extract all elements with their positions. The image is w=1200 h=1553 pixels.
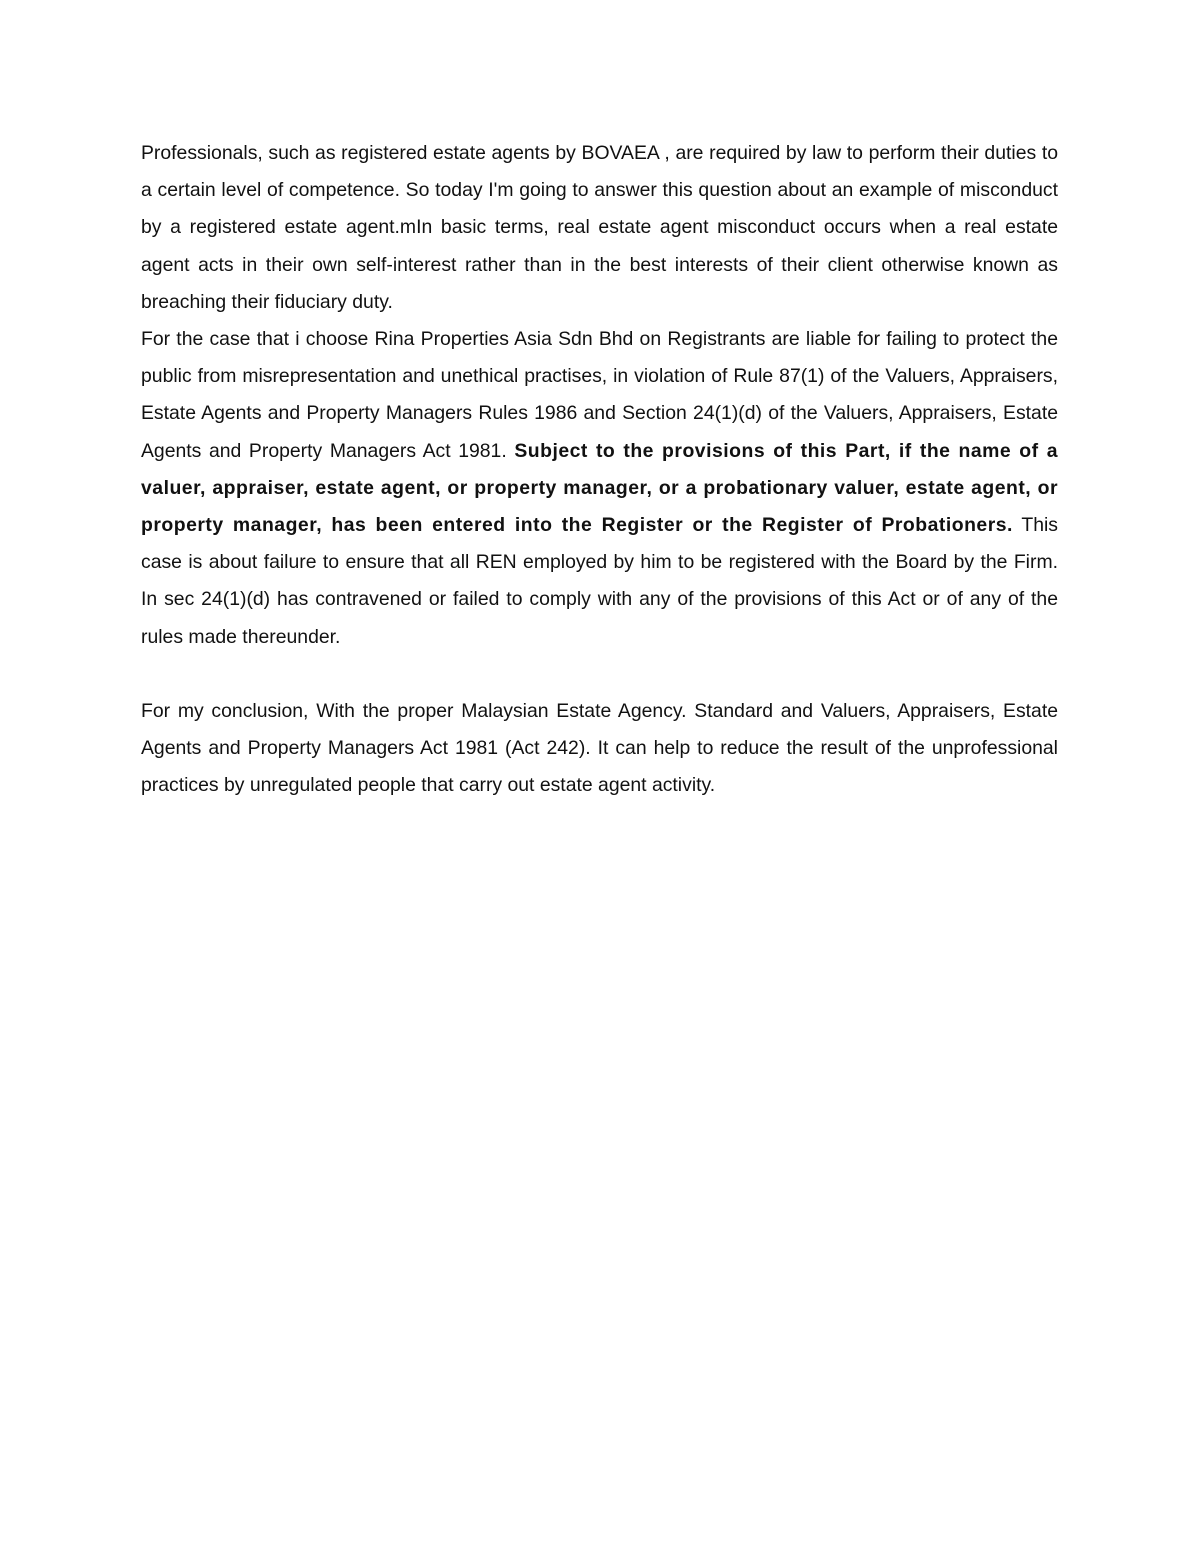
case-text-after-bold: This case is about failure to ensure that all REN employed by him to be registered with the Board by the Firm. In sec 24(1)(d) has contravened or failed to comply with any of the provisions of this Act or of any of the rules made thereunder. xyxy=(141,514,1058,648)
paragraph-case xyxy=(141,321,1058,656)
case-text-before-bold: For the case that i choose Rina Properties Asia Sdn Bhd on Registrants are liable for failing to protect the public from misrepresentation and unethical practises, in violation of Rule 87(1) of the Valuers, Appraisers, Estate Agents and Property Managers Rules 1986 and Section 24(1)(d) of the Valuers, Appraisers, Estate Agents and Property Managers Act 1981. xyxy=(141,328,1058,462)
document-body xyxy=(141,135,1058,805)
paragraph-conclusion: For my conclusion, With the proper Malaysian Estate Agency. Standard and Valuers, Appraisers, Estate Agents and Property Managers Act 1981 (Act 242). It can help to reduce the result of the unprofessional practices by unregulated people that carry out estate agent activity. xyxy=(141,700,1058,797)
case-bold-quote: Subject to the provisions of this Part, if the name of a valuer, appraiser, estate agent, or property manager, or a probationary valuer, estate agent, or property manager, has been entered into the Register or the Register of Probationers. xyxy=(141,439,1058,537)
paragraph-introduction: Professionals, such as registered estate agents by BOVAEA , are required by law to perform their duties to a certain level of competence. So today I'm going to answer this question about an example of misconduct by a registered estate agent.mIn basic terms, real estate agent misconduct occurs when a real estate agent acts in their own self-interest rather than in the best interests of their client otherwise known as breaching their fiduciary duty. xyxy=(141,142,1058,313)
